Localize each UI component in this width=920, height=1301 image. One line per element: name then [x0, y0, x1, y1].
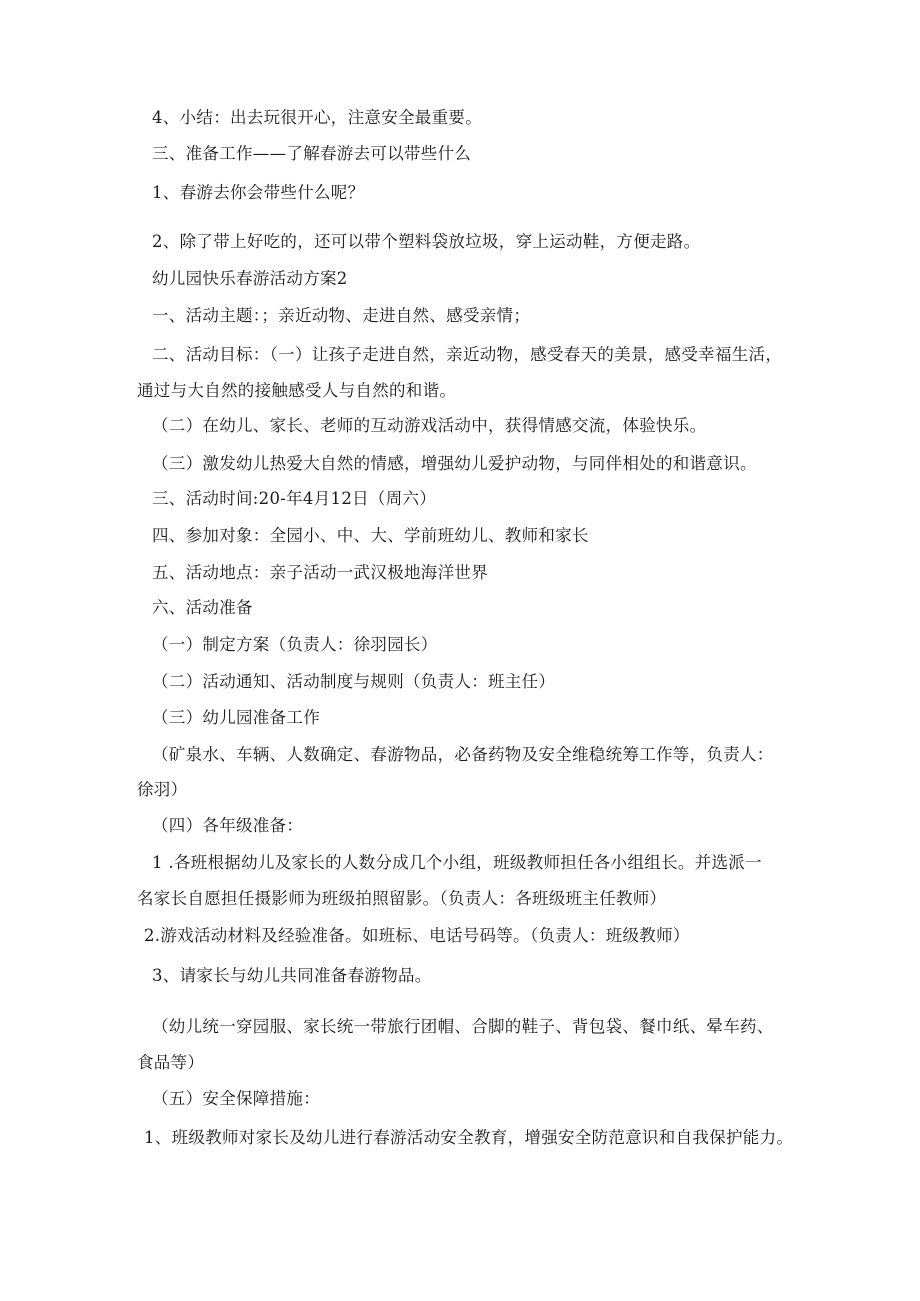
text-line: （二）活动通知、活动制度与规则（负责人：班主任） — [152, 672, 556, 691]
text-line: （三）幼儿园准备工作 — [152, 708, 320, 727]
text-line-location: 五、活动地点：亲子活动一武汉极地海洋世界 — [152, 563, 488, 582]
text-line: （二）在幼儿、家长、老师的互动游戏活动中，获得情感交流，体验快乐。 — [152, 416, 707, 435]
text-line: 1、班级教师对家长及幼儿进行春游活动安全教育，增强安全防范意识和自我保护能力。 — [144, 1128, 794, 1147]
text-line: （幼儿统一穿园服、家长统一带旅行团帽、合脚的鞋子、背包袋、餐巾纸、晕车药、 — [152, 1017, 774, 1036]
text-line-activity-time: 三、活动时间:20-年4月12日（周六） — [152, 489, 437, 508]
text-line: 2、除了带上好吃的，还可以带个塑料袋放垃圾，穿上运动鞋，方便走路。 — [152, 232, 701, 251]
text-line: （一）制定方案（负责人：徐羽园长） — [152, 635, 438, 654]
text-line-summary: 4、小结：出去玩很开心，注意安全最重要。 — [152, 108, 482, 127]
text-line-activity-theme: 一、活动主题：；亲近动物、走进自然、感受亲情； — [152, 306, 531, 325]
text-line: 1 .各班根据幼儿及家长的人数分成几个小组，班级教师担任各小组组长。并选派一 — [152, 853, 762, 872]
section-heading-safety: （五）安全保障措施： — [152, 1089, 320, 1108]
text-line: 1、春游去你会带些什么呢？ — [152, 183, 365, 202]
text-line-continuation: 通过与大自然的接触感受人与自然的和谐。 — [137, 381, 457, 400]
text-line: （四）各年级准备： — [152, 816, 304, 835]
text-line: （矿泉水、车辆、人数确定、春游物品，必备药物及安全维稳统筹工作等，负责人： — [152, 745, 774, 764]
text-line-participants: 四、参加对象：全园小、中、大、学前班幼儿、教师和家长 — [152, 526, 589, 545]
text-line-continuation: 徐羽） — [137, 780, 188, 799]
text-line: （三）激发幼儿热爱大自然的情感，增强幼儿爱护动物，与同伴相处的和谐意识。 — [152, 454, 757, 473]
text-line-continuation: 名家长自愿担任摄影师为班级拍照留影。（负责人：各班级班主任教师） — [137, 889, 667, 908]
document-subtitle: 幼儿园快乐春游活动方案2 — [152, 269, 348, 288]
text-line-continuation: 食品等） — [137, 1053, 205, 1072]
text-line: 3、请家长与幼儿共同准备春游物品。 — [152, 966, 432, 985]
text-line-activity-goals: 二、活动目标：（一）让孩子走进自然，亲近动物，感受春天的美景，感受幸福生活， — [152, 345, 783, 364]
section-heading-activity-prep: 六、活动准备 — [152, 598, 253, 617]
text-line: 2.游戏活动材料及经验准备。如班标、电话号码等。（负责人：班级教师） — [144, 926, 690, 945]
section-heading-preparation: 三、准备工作——了解春游去可以带些什么 — [152, 144, 472, 163]
